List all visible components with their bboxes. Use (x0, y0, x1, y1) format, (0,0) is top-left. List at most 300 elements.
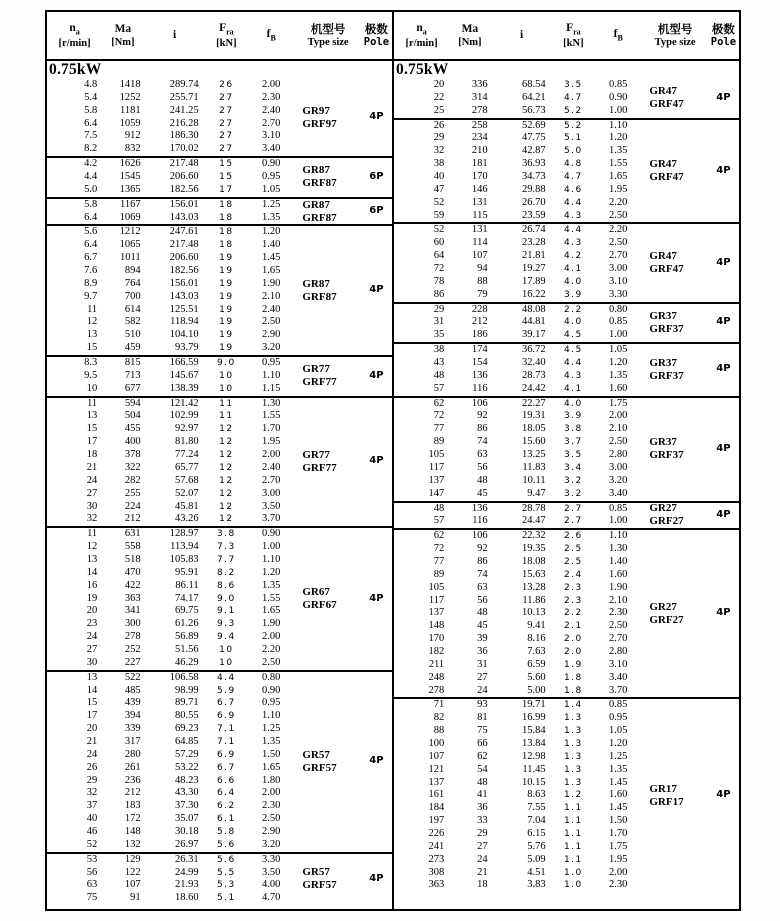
fb-value: 1.35 (609, 145, 628, 157)
na-value: 278 (428, 684, 445, 696)
ma-value: 106 (471, 397, 488, 409)
fra-value: 3.8 (216, 529, 236, 540)
fb-value: 3.00 (262, 487, 281, 499)
na-value: 12 (86, 316, 98, 328)
fb-value: 2.10 (609, 423, 628, 435)
pole-value: 4P (369, 592, 384, 604)
ma-value: 93 (477, 699, 488, 711)
fra-value: 12 (219, 475, 234, 486)
fra-value: 1.1 (563, 828, 583, 839)
fb-value: 2.30 (609, 607, 628, 619)
i-value: 18.60 (175, 892, 199, 904)
na-value: 5.6 (84, 226, 98, 238)
i-value: 19.35 (522, 543, 546, 555)
fra-value: 3.4 (563, 462, 583, 473)
fb-value: 1.25 (262, 198, 281, 210)
na-value: 8.9 (84, 277, 98, 289)
ma-value: 713 (124, 369, 141, 381)
i-value: 37.30 (175, 800, 199, 812)
i-value: 10.11 (522, 474, 546, 486)
pole-value: 4P (716, 789, 731, 801)
ma-value: 236 (124, 774, 141, 786)
i-value: 12.98 (522, 750, 546, 762)
fb-value: 1.10 (262, 553, 281, 565)
fra-value: 4.2 (563, 251, 583, 262)
ma-value: 79 (477, 288, 488, 300)
i-value: 289.74 (169, 79, 199, 90)
fb-value: 0.80 (609, 303, 628, 315)
na-value: 89 (433, 568, 445, 580)
na-value: 17 (86, 710, 98, 722)
fb-value: 0.85 (609, 699, 628, 711)
fra-value: 12 (219, 424, 234, 435)
i-value: 46.29 (175, 656, 199, 668)
fra-value: 19 (219, 317, 234, 328)
ma-value: 224 (124, 500, 141, 512)
ma-value: 86 (477, 555, 488, 567)
i-value: 45.81 (175, 500, 199, 512)
na-value: 197 (428, 815, 445, 827)
fra-value: 1.3 (563, 777, 583, 788)
i-value: 24.42 (522, 382, 546, 394)
col-header-fra: $F_{ra}$ [kN] (216, 21, 237, 50)
na-value: 211 (428, 658, 445, 670)
i-value: 15.60 (522, 436, 546, 448)
pole-value: 4P (369, 755, 384, 767)
fb-value: 1.35 (609, 369, 628, 381)
na-value: 24 (86, 748, 98, 760)
fra-value: 1.3 (563, 764, 583, 775)
ma-value: 1545 (119, 171, 141, 183)
ma-value: 116 (472, 382, 488, 394)
fra-value: 9.3 (216, 619, 236, 630)
na-value: 30 (86, 656, 98, 668)
na-value: 14 (86, 566, 98, 578)
na-value: 23 (86, 618, 98, 630)
i-value: 143.03 (169, 211, 199, 223)
ma-value: 1252 (119, 91, 141, 103)
fb-value: 3.40 (609, 487, 628, 499)
fb-value: 1.80 (262, 774, 281, 786)
ma-value: 212 (124, 513, 141, 525)
fb-value: 1.10 (262, 710, 281, 722)
ma-value: 282 (124, 474, 141, 486)
fb-value: 0.90 (262, 684, 281, 696)
fra-value: 2.5 (563, 544, 583, 555)
ma-value: 439 (124, 697, 141, 709)
fb-value: 3.10 (609, 275, 628, 287)
i-value: 113.94 (170, 541, 199, 553)
na-value: 40 (433, 171, 445, 183)
fb-value: 1.50 (262, 748, 281, 760)
fra-value: 1.4 (563, 700, 583, 711)
ma-value: 1059 (119, 117, 141, 129)
na-value: 308 (428, 866, 445, 878)
gear-group-gr47 (394, 120, 739, 225)
na-value: 117 (428, 461, 445, 473)
na-value: 5.8 (84, 198, 98, 210)
i-value: 52.69 (522, 119, 546, 131)
fra-value: 15 (219, 172, 234, 183)
fb-value: 1.45 (609, 802, 628, 814)
na-value: 64 (433, 250, 445, 262)
ma-value: 136 (471, 369, 488, 381)
na-value: 7.5 (84, 130, 98, 142)
fra-value: 2.0 (563, 646, 583, 657)
fra-value: 1.1 (563, 841, 583, 852)
ma-value: 63 (477, 449, 488, 461)
ma-value: 74 (477, 436, 488, 448)
fra-value: 1.2 (563, 790, 583, 801)
i-value: 118.94 (170, 316, 199, 328)
ma-value: 86 (477, 423, 488, 435)
fra-value: 27 (219, 118, 234, 129)
na-value: 35 (433, 329, 445, 341)
ma-value: 122 (124, 866, 141, 878)
na-value: 105 (428, 581, 445, 593)
gear-group-gr57 (47, 672, 392, 854)
ma-value: 234 (471, 132, 488, 144)
fb-value: 2.20 (262, 643, 281, 655)
i-value: 56.73 (522, 104, 546, 116)
i-value: 43.30 (175, 787, 199, 799)
fb-value: 1.00 (262, 541, 281, 553)
ma-value: 129 (124, 853, 141, 865)
i-value: 18.05 (522, 423, 546, 435)
fb-value: 2.10 (609, 594, 628, 606)
i-value: 22.27 (522, 397, 546, 409)
na-value: 27 (86, 487, 98, 499)
na-value: 43 (433, 357, 445, 369)
ma-value: 183 (124, 800, 141, 812)
fra-value: 11 (219, 398, 234, 409)
ma-value: 614 (124, 303, 141, 315)
i-value: 24.99 (175, 866, 199, 878)
i-value: 156.01 (169, 198, 199, 210)
ma-value: 107 (124, 879, 141, 891)
i-value: 24.47 (522, 515, 546, 527)
ma-value: 764 (124, 277, 141, 289)
type-size-label: GR27 GRF27 (649, 502, 684, 528)
fb-value: 1.55 (262, 410, 281, 422)
fb-value: 0.90 (262, 528, 281, 540)
na-value: 12 (86, 541, 98, 553)
i-value: 9.41 (527, 620, 546, 632)
ma-value: 21 (477, 866, 488, 878)
pole-value: 4P (716, 316, 731, 328)
fb-value: 2.50 (262, 813, 281, 825)
fb-value: 2.00 (262, 787, 281, 799)
fb-value: 1.55 (609, 158, 628, 170)
na-value: 9.7 (84, 290, 98, 302)
i-value: 11.86 (522, 594, 546, 606)
fra-value: 7.1 (216, 724, 236, 735)
ma-value: 317 (124, 735, 141, 747)
i-value: 23.28 (522, 237, 546, 249)
fra-value: 19 (219, 304, 234, 315)
pole-value: 4P (369, 284, 384, 296)
power-section-label: 0.75kW (396, 61, 449, 78)
fb-value: 1.10 (262, 369, 281, 381)
na-value: 25 (433, 104, 445, 116)
na-value: 21 (86, 461, 98, 473)
fb-value: 1.35 (262, 579, 281, 591)
fra-value: 1.3 (563, 713, 583, 724)
ma-value: 1365 (119, 183, 141, 195)
i-value: 7.04 (527, 815, 546, 827)
fb-value: 1.05 (609, 344, 628, 356)
fra-value: 6.7 (216, 762, 236, 773)
fb-value: 1.20 (609, 132, 628, 144)
fb-value: 1.20 (262, 226, 281, 238)
fb-value: 1.70 (609, 827, 628, 839)
fb-value: 1.75 (609, 840, 628, 852)
fra-value: 4.4 (563, 358, 583, 369)
fra-value: 3.5 (563, 80, 583, 90)
fra-value: 1.3 (563, 751, 583, 762)
ma-value: 31 (477, 658, 488, 670)
na-value: 88 (433, 725, 445, 737)
i-value: 13.28 (522, 581, 546, 593)
fb-value: 3.20 (262, 838, 281, 850)
i-value: 9.47 (527, 487, 546, 499)
na-value: 17 (86, 436, 98, 448)
fra-value: 4.4 (563, 197, 583, 208)
i-value: 18.08 (522, 555, 546, 567)
fb-value: 2.30 (262, 91, 281, 103)
fb-value: 3.50 (262, 500, 281, 512)
na-value: 37 (86, 800, 98, 812)
fra-value: 5.0 (563, 146, 583, 157)
pole-value: 6P (369, 205, 384, 217)
ma-value: 582 (124, 316, 141, 328)
i-value: 13.84 (522, 737, 546, 749)
type-size-label: GR77 GRF77 (302, 363, 337, 389)
ma-value: 339 (124, 723, 141, 735)
ma-value: 1011 (119, 252, 141, 264)
ma-value: 518 (124, 553, 141, 565)
col-header-na: $n_a$ [r/min] (58, 21, 91, 50)
pole-value: 4P (369, 369, 384, 381)
fb-value: 1.60 (609, 568, 628, 580)
type-size-label: GR17 GRF17 (649, 782, 684, 808)
ma-value: 510 (124, 329, 141, 341)
i-value: 44.81 (522, 316, 546, 328)
ma-value: 832 (124, 143, 141, 155)
na-value: 24 (86, 474, 98, 486)
i-value: 74.17 (175, 592, 199, 604)
i-value: 80.55 (175, 710, 199, 722)
fra-value: 6.6 (216, 775, 236, 786)
i-value: 22.32 (522, 530, 546, 542)
fra-value: 4.8 (563, 159, 583, 170)
ma-value: 1069 (119, 211, 141, 223)
ma-value: 24 (477, 684, 488, 696)
i-value: 64.21 (522, 91, 546, 103)
ma-value: 48 (477, 474, 488, 486)
na-value: 62 (433, 530, 445, 542)
pole-value: 4P (716, 363, 731, 375)
na-value: 11 (87, 528, 98, 540)
i-value: 3.83 (527, 879, 546, 891)
pole-value: 4P (369, 872, 384, 884)
i-value: 216.28 (169, 117, 199, 129)
fb-value: 0.85 (609, 316, 628, 328)
na-value: 15 (86, 423, 98, 435)
fra-value: 1.8 (563, 685, 583, 696)
na-value: 29 (86, 774, 98, 786)
i-value: 23.59 (522, 209, 546, 221)
ma-value: 1418 (119, 79, 141, 90)
fra-value: 6.9 (216, 711, 236, 722)
na-value: 77 (433, 555, 445, 567)
fb-value: 1.65 (609, 171, 628, 183)
fra-value: 2.7 (563, 516, 583, 527)
fb-value: 1.65 (262, 605, 281, 617)
fb-value: 2.80 (609, 449, 628, 461)
fra-value: 4.1 (563, 383, 583, 394)
na-value: 8.3 (84, 357, 98, 369)
fra-value: 12 (219, 514, 234, 525)
ma-value: 300 (124, 618, 141, 630)
fb-value: 1.35 (609, 763, 628, 775)
na-value: 20 (86, 723, 98, 735)
fb-value: 1.90 (609, 581, 628, 593)
ma-value: 522 (124, 671, 141, 683)
na-value: 241 (428, 840, 445, 852)
ma-value: 114 (472, 237, 488, 249)
ma-value: 94 (477, 263, 488, 275)
ma-value: 422 (124, 579, 141, 591)
i-value: 32.40 (522, 357, 546, 369)
type-size-label: GR87 GRF87 (302, 198, 337, 224)
ma-value: 322 (124, 461, 141, 473)
na-value: 137 (428, 776, 445, 788)
fb-value: 1.40 (262, 239, 281, 251)
fra-value: 10 (219, 383, 234, 394)
i-value: 170.02 (169, 143, 199, 155)
fra-value: 9.0 (216, 593, 236, 604)
na-value: 14 (86, 684, 98, 696)
na-value: 5.8 (84, 104, 98, 116)
na-value: 32 (433, 145, 445, 157)
ma-value: 148 (124, 825, 141, 837)
type-size-label: GR37 GRF37 (649, 309, 684, 335)
i-value: 125.51 (169, 303, 199, 315)
fb-value: 1.25 (609, 750, 628, 762)
na-value: 27 (86, 643, 98, 655)
col-header-fb: $f_B$ (266, 28, 276, 43)
na-value: 63 (86, 879, 98, 891)
na-value: 72 (433, 543, 445, 555)
na-value: 38 (433, 344, 445, 356)
na-value: 46 (86, 825, 98, 837)
fb-value: 0.95 (262, 171, 281, 183)
gear-group-gr87 (47, 199, 392, 227)
i-value: 34.73 (522, 171, 546, 183)
fb-value: 2.80 (609, 645, 628, 657)
col-header-na: $n_a$ [r/min] (405, 21, 438, 50)
fra-value: 1.0 (563, 867, 583, 878)
i-value: 36.72 (522, 344, 546, 356)
fb-value: 0.95 (609, 712, 628, 724)
fra-value: 1.1 (563, 816, 583, 827)
i-value: 35.07 (175, 813, 199, 825)
type-size-label: GR27 GRF27 (649, 600, 684, 626)
fra-value: 19 (219, 291, 234, 302)
na-value: 48 (433, 369, 445, 381)
type-size-label: GR47 GRF47 (649, 158, 684, 184)
ma-value: 92 (477, 410, 488, 422)
fb-value: 0.95 (262, 697, 281, 709)
ma-value: 63 (477, 581, 488, 593)
fra-value: 3.2 (563, 475, 583, 486)
col-header-i: i (173, 29, 177, 42)
table-half-left (47, 12, 394, 909)
na-value: 100 (428, 737, 445, 749)
i-value: 28.78 (522, 502, 546, 514)
fra-value: 3.5 (563, 450, 583, 461)
i-value: 10.13 (522, 607, 546, 619)
ma-value: 631 (124, 528, 141, 540)
col-header-ma: Ma [Nm] (111, 22, 135, 49)
fb-value: 0.95 (262, 357, 281, 369)
na-value: 86 (433, 288, 445, 300)
fra-value: 9.4 (216, 632, 236, 643)
na-value: 363 (428, 879, 445, 891)
fb-value: 2.00 (262, 449, 281, 461)
i-value: 21.81 (522, 250, 546, 262)
na-value: 71 (433, 699, 445, 711)
ma-value: 131 (471, 196, 488, 208)
ma-value: 170 (471, 171, 488, 183)
i-value: 11.83 (522, 461, 546, 473)
i-value: 6.59 (527, 658, 546, 670)
i-value: 5.09 (527, 853, 546, 865)
fb-value: 3.70 (262, 513, 281, 525)
na-value: 16 (86, 579, 98, 591)
ma-value: 131 (471, 224, 488, 236)
col-header-i: i (520, 29, 524, 42)
na-value: 18 (86, 449, 98, 461)
ma-value: 56 (477, 594, 488, 606)
fb-value: 2.70 (609, 633, 628, 645)
fb-value: 4.70 (262, 892, 281, 904)
fb-value: 1.65 (262, 761, 281, 773)
i-value: 19.31 (522, 410, 546, 422)
ma-value: 894 (124, 265, 141, 277)
na-value: 105 (428, 449, 445, 461)
fb-value: 2.50 (262, 316, 281, 328)
type-size-label: GR57 GRF57 (302, 866, 337, 892)
ma-value: 172 (124, 813, 141, 825)
na-value: 161 (428, 789, 445, 801)
na-value: 5.4 (84, 91, 98, 103)
i-value: 15.63 (522, 568, 546, 580)
fra-value: 19 (219, 253, 234, 264)
ma-value: 455 (124, 423, 141, 435)
fra-value: 7.7 (216, 554, 236, 565)
fb-value: 1.35 (262, 211, 281, 223)
fra-value: 17 (219, 184, 234, 195)
fra-value: 4.7 (563, 92, 583, 103)
i-value: 64.85 (175, 735, 199, 747)
ma-value: 29 (477, 827, 488, 839)
fb-value: 1.50 (609, 815, 628, 827)
na-value: 75 (86, 892, 98, 904)
ma-value: 45 (477, 620, 488, 632)
fb-value: 0.90 (262, 158, 281, 170)
